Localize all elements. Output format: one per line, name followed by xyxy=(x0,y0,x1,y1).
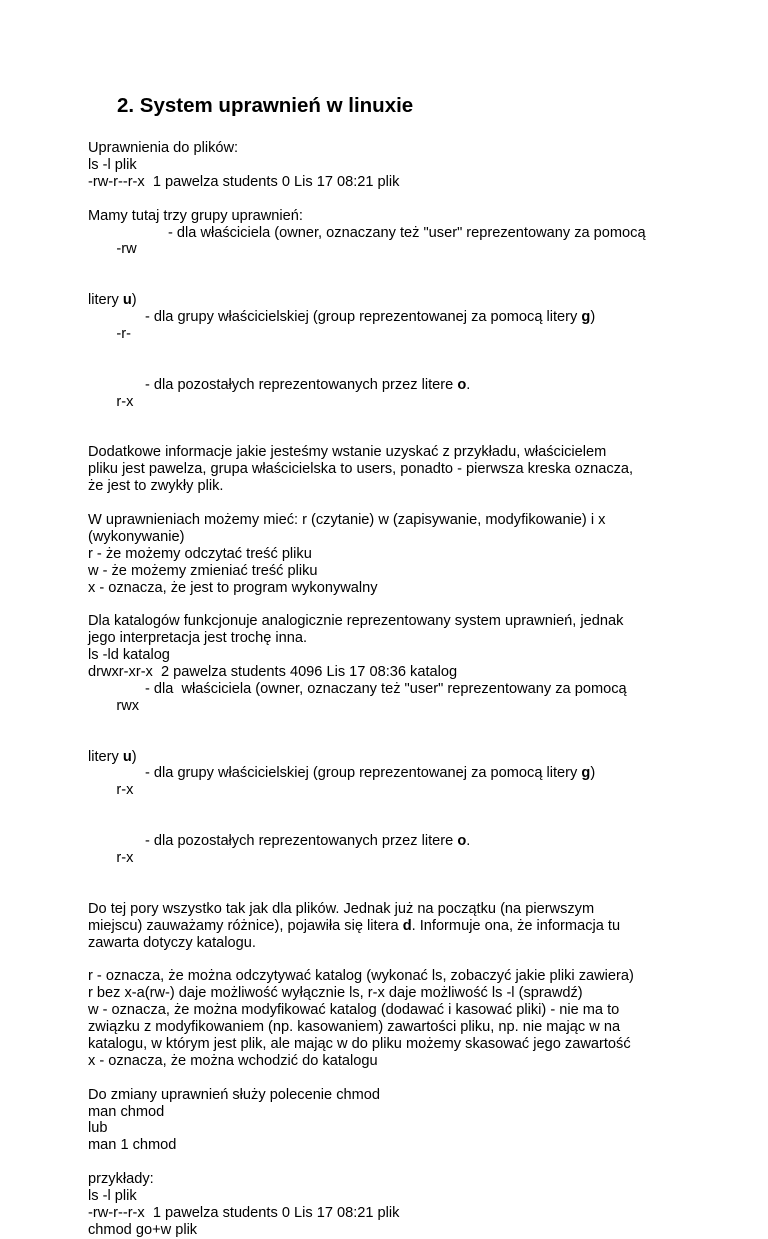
sec7-chmod: chmod go+w plik xyxy=(88,1221,198,1238)
perm-desc-text: - dla pozostałych reprezentowanych przez litere xyxy=(145,376,458,393)
spacer xyxy=(88,1154,688,1171)
spacer xyxy=(88,951,688,968)
sec3-read: r - że możemy odczytać treść pliku xyxy=(88,545,312,562)
perm-desc-end: ) xyxy=(590,309,596,326)
note-text-end: . Informuje ona, że informacja tu xyxy=(411,917,621,934)
perm-desc-end: . xyxy=(466,376,471,393)
note-text: miejscu) zauważamy różnice), pojawiła się litera xyxy=(88,917,403,934)
perm-desc xyxy=(145,833,470,850)
sec3-write: w - że możemy zmieniać treść pliku xyxy=(88,562,318,579)
sec4-perm-owner-cont xyxy=(88,749,688,766)
sec4-note-1: Do tej pory wszystko tak jak dla plików. Jednak już na początku (na pierwszym xyxy=(88,900,595,917)
perm-letter-o: o xyxy=(457,833,467,850)
sec2-perm-owner xyxy=(88,225,688,293)
sec2-perm-other xyxy=(88,377,688,445)
sec3-line-2: (wykonywanie) xyxy=(88,528,185,545)
perm-desc-end: ) xyxy=(590,765,596,782)
perm-desc xyxy=(145,309,595,326)
sec2-perm-group xyxy=(88,309,688,377)
spacer xyxy=(88,596,688,613)
perm-desc-text: - dla grupy właścicielskiej (group reprezentowanej za pomocą litery xyxy=(145,765,582,782)
sec4-perm-other xyxy=(88,833,688,901)
sec7-command: ls -l plik xyxy=(88,1188,137,1205)
perm-code: r-x xyxy=(112,850,134,867)
perm-desc xyxy=(145,765,595,782)
perm-code: -r- xyxy=(112,325,131,342)
perm-letter-u: u xyxy=(122,748,132,765)
perm-cont-text: litery xyxy=(88,292,123,309)
perm-code: r-x xyxy=(112,393,134,410)
sec4-perm-owner xyxy=(88,681,688,749)
perm-code: rwx xyxy=(112,697,140,714)
sec6-line-4: man 1 chmod xyxy=(88,1137,177,1154)
sec5-line-5: katalogu, w którym jest plik, ale mając w do pliku możemy skasować jego zawartość xyxy=(88,1035,631,1052)
sec4-command: ls -ld katalog xyxy=(88,647,170,664)
perm-desc: - dla właściciela (owner, oznaczany też "user" reprezentowany za pomocą xyxy=(168,224,646,241)
sec6-line-3: lub xyxy=(88,1120,108,1137)
sec5-line-1: r - oznacza, że można odczytywać katalog (wykonać ls, zobaczyć jakie pliki zawiera) xyxy=(88,968,634,985)
perm-desc-text: - dla grupy właścicielskiej (group reprezentowanej za pomocą litery xyxy=(145,309,582,326)
sec5-line-2: r bez x-a(rw-) daje możliwość wyłącznie ls, r-x daje możliwość ls -l (sprawdź) xyxy=(88,985,583,1002)
perm-cont-text: litery xyxy=(88,748,123,765)
sec5-line-6: x - oznacza, że można wchodzić do katalogu xyxy=(88,1052,378,1069)
sec4-perm-group xyxy=(88,765,688,833)
page-title: 2. System uprawnień w linuxie xyxy=(117,94,414,117)
sec1-intro: Uprawnienia do plików: xyxy=(88,140,239,156)
perm-letter-g: g xyxy=(581,765,591,782)
spacer xyxy=(88,495,688,512)
sec4-note-3: zawarta dotyczy katalogu. xyxy=(88,934,256,951)
sec3-execute: x - oznacza, że jest to program wykonywalny xyxy=(88,579,378,596)
sec1-listing: -rw-r--r-x 1 pawelza students 0 Lis 17 08:21 plik xyxy=(88,173,400,190)
perm-letter-o: o xyxy=(457,376,467,393)
sec2-intro: Mamy tutaj trzy grupy uprawnień: xyxy=(88,207,303,224)
perm-desc: - dla właściciela (owner, oznaczany też "user" reprezentowany za pomocą xyxy=(145,680,627,697)
note-letter-d: d xyxy=(402,917,412,934)
sec1-command: ls -l plik xyxy=(88,156,137,173)
perm-desc-end: . xyxy=(466,833,471,850)
sec2-perm-owner-cont xyxy=(88,292,688,309)
perm-desc-text: - dla pozostałych reprezentowanych przez litere xyxy=(145,833,458,850)
sec3-line-1: W uprawnieniach możemy mieć: r (czytanie) w (zapisywanie, modyfikowanie) i x xyxy=(88,511,606,528)
sec7-intro: przykłady: xyxy=(88,1171,154,1188)
sec4-line-1: Dla katalogów funkcjonuje analogicznie reprezentowany system uprawnień, jednak xyxy=(88,613,624,630)
spacer xyxy=(88,191,688,208)
sec4-line-2: jego interpretacja jest trochę inna. xyxy=(88,630,308,647)
sec2-extra-1: Dodatkowe informacje jakie jesteśmy wstanie uzyskać z przykładu, właścicielem xyxy=(88,444,607,461)
perm-code: -rw xyxy=(112,241,137,258)
sec5-line-4: związku z modyfikowaniem (np. kasowaniem) zawartości pliku, np. nie mając w na xyxy=(88,1019,621,1036)
perm-desc xyxy=(145,377,470,394)
perm-letter-g: g xyxy=(581,309,591,326)
sec2-extra-3: że jest to zwykły plik. xyxy=(88,478,224,495)
perm-code: r-x xyxy=(112,782,134,799)
spacer xyxy=(88,1070,688,1087)
perm-cont-end: ) xyxy=(131,292,137,309)
perm-cont-end: ) xyxy=(131,748,137,765)
sec6-line-2: man chmod xyxy=(88,1103,165,1120)
sec4-listing: drwxr-xr-x 2 pawelza students 4096 Lis 17 08:36 katalog xyxy=(88,664,458,681)
sec5-line-3: w - oznacza, że można modyfikować katalog (dodawać i kasować pliki) - nie ma to xyxy=(88,1002,620,1019)
sec4-note-2 xyxy=(88,918,688,935)
perm-letter-u: u xyxy=(122,292,132,309)
sec7-listing: -rw-r--r-x 1 pawelza students 0 Lis 17 08:21 plik xyxy=(88,1205,400,1221)
document-body xyxy=(88,140,688,1239)
sec6-line-1: Do zmiany uprawnień służy polecenie chmod xyxy=(88,1086,381,1103)
sec2-extra-2: pliku jest pawelza, grupa właścicielska to users, ponadto - pierwsza kreska oznacza, xyxy=(88,461,634,478)
